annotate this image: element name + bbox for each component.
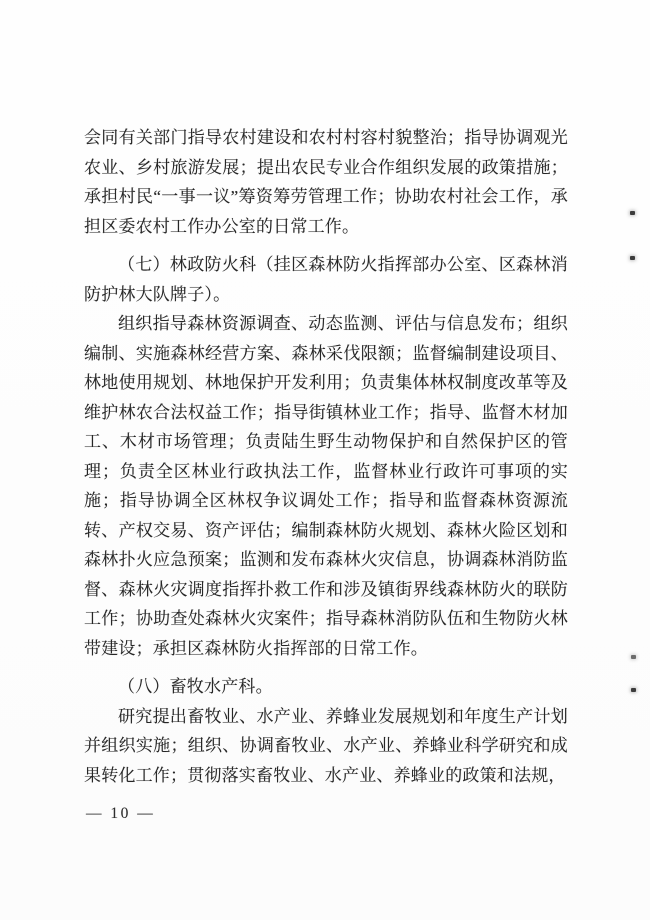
document-body bbox=[84, 123, 568, 790]
paragraph-livestock-duties: 研究提出畜牧业、水产业、养蜂业发展规划和年度生产计划并组织实施；组织、协调畜牧业、水产业、养蜂业科学研究和成果转化工作；贯彻落实畜牧业、水产业、养蜂业的政策和法规， bbox=[84, 706, 568, 785]
scan-artifact-dot bbox=[631, 688, 636, 692]
page-number: — 10 — bbox=[86, 805, 156, 822]
scan-artifact-dot bbox=[631, 655, 636, 659]
paragraph-continuation: 会同有关部门指导农村建设和农村村容村貌整治；指导协调观光农业、乡村旅游发展；提出农民专业合作组织发展的政策措施；承担村民“一事一议”筹资筹劳管理工作；协助农村社会工作，承担区委农村工作办公室的日常工作。 bbox=[84, 128, 568, 236]
scan-artifact-dot bbox=[630, 211, 635, 215]
paragraph-forestry-duties: 组织指导森林资源调查、动态监测、评估与信息发布；组织编制、实施森林经营方案、森林采伐限额；监督编制建设项目、林地使用规划、林地保护开发利用；负责集体林权制度改革等及维护林农合法权益工作；指导街镇林业工作；指导、监督木材加工、木材市场管理；负责陆生野生动物保护和自然保护区的管理；负责全区林业行政执法工作，监督林业行政许可事项的实施；指导协调全区林权争议调处工作；指导和监督森林资源流转、产权交易、资产评估；编制森林防火规划、森林火险区划和森林扑火应急预案；监测和发布森林火灾信息，协调森林消防监督、森林火灾调度指挥扑救工作和涉及镇街界线森林防火的联防工作；协助查处森林火灾案件；指导森林消防队伍和生物防火林带建设；承担区森林防火指挥部的日常工作。 bbox=[84, 314, 568, 658]
scan-artifact-dot bbox=[630, 256, 635, 260]
section-heading-8: （八）畜牧水产科。 bbox=[118, 677, 273, 696]
section-heading-7: （七）林政防火科（挂区森林防火指挥部办公室、区森林消防护林大队牌子）。 bbox=[84, 255, 568, 304]
